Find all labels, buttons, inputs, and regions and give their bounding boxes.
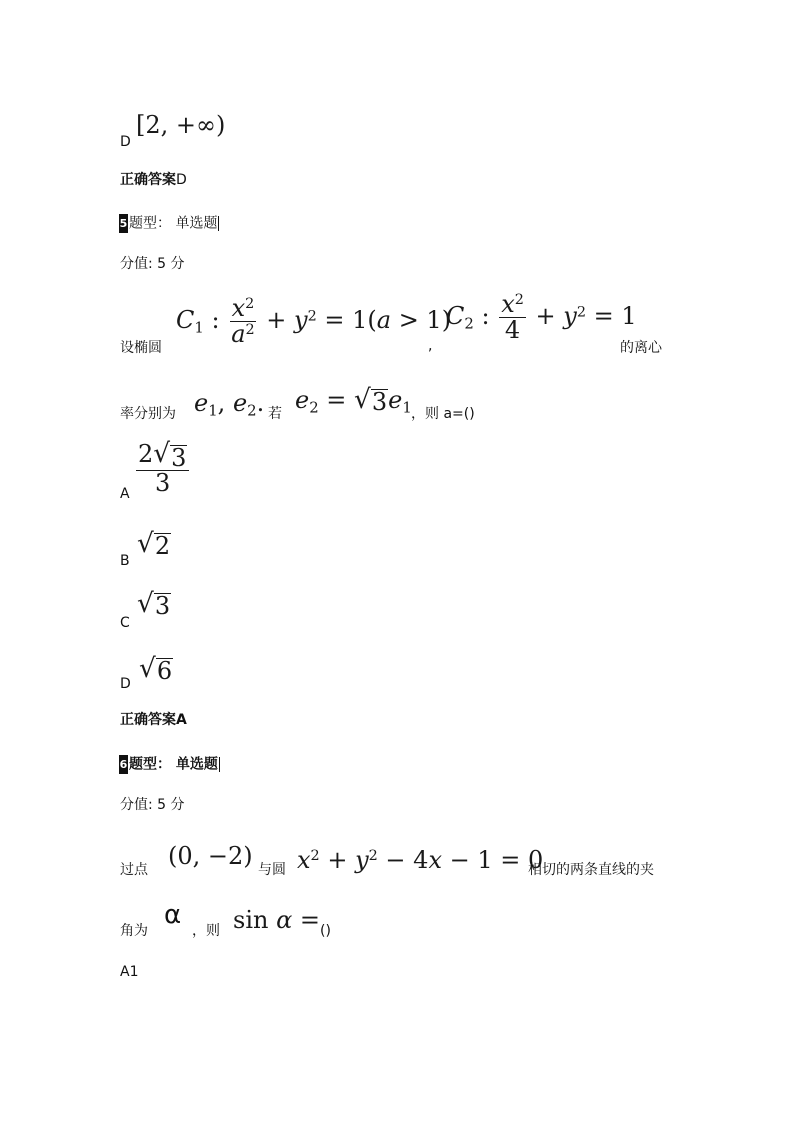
q6-formula-circle: $x^2 + y^2 - 4x - 1 = 0$ <box>297 846 544 874</box>
q6-score: 分值: 5 分 <box>120 797 185 813</box>
q5-option-d-label: D <box>120 676 131 692</box>
q5-score: 分值: 5 分 <box>120 256 185 272</box>
q5-option-c-label: C <box>120 615 130 631</box>
q5-option-c-math: √ 3 <box>137 588 171 621</box>
answer-value: A <box>176 712 187 728</box>
q6-stem-part3: 相切的两条直线的夹 <box>528 862 654 878</box>
q5-formula-e2-eq: $e_2$ = √ 3 $e_1$ <box>295 384 412 417</box>
q5-answer <box>120 712 187 728</box>
q6-stem-part2: 与圆 <box>258 862 286 878</box>
q5-option-d-math: √ 6 <box>139 653 173 686</box>
question-number-badge: 5 <box>119 214 128 233</box>
q5-stem-comma: , <box>428 338 433 354</box>
q5-formula-c1: $C_1$ : $\frac{x^2}{a^2}$ + $y^2 = 1(a > 1)$ <box>176 296 452 349</box>
q5-option-a-label: A <box>120 486 130 502</box>
q6-formula-alpha: α <box>164 900 182 930</box>
answer-label: 正确答案 <box>120 172 176 188</box>
q4-answer <box>120 172 187 188</box>
question-type: 题型： 单选题 <box>129 215 218 232</box>
q5-option-a-math: 2 √ 3 3 <box>134 440 191 496</box>
q5-stem-part1: 设椭圆 <box>120 340 162 356</box>
q5-option-b-math: √ 2 <box>137 528 171 561</box>
answer-value: D <box>176 172 187 188</box>
answer-label: 正确答案 <box>120 712 176 728</box>
q6-formula-point: (0, −2) <box>168 842 253 870</box>
question-number-badge: 6 <box>119 755 128 774</box>
question-type: 题型： 单选题 <box>129 756 218 773</box>
q6-stem-part4: 角为 <box>120 923 148 939</box>
option-d-math: [2, +∞) <box>136 111 226 139</box>
q5-stem-part2: 的离心 <box>620 340 662 356</box>
text-cursor <box>218 216 219 231</box>
q6-stem-end: () <box>320 923 331 939</box>
q6-type-line <box>119 755 220 774</box>
q6-option-a: A1 <box>120 964 139 980</box>
q5-option-b-label: B <box>120 553 130 569</box>
q6-stem-part1: 过点 <box>120 862 148 878</box>
text-cursor <box>219 757 220 772</box>
q5-formula-c2: $C_2$ : $\frac{x^2}{4}$ + $y^2 = 1$ <box>446 290 637 345</box>
q5-formula-e1e2: $e_1$, $e_2$. <box>194 389 265 420</box>
q5-stem-end: ，则 a=() <box>411 406 475 422</box>
q5-stem-ruo: 若 <box>268 406 282 422</box>
q6-stem-part5: ，则 <box>192 923 220 939</box>
option-d-label: D <box>120 134 131 150</box>
q6-formula-sin: sin α = <box>233 906 321 934</box>
q5-stem-part3: 率分别为 <box>120 406 176 422</box>
q5-type-line <box>119 214 219 233</box>
